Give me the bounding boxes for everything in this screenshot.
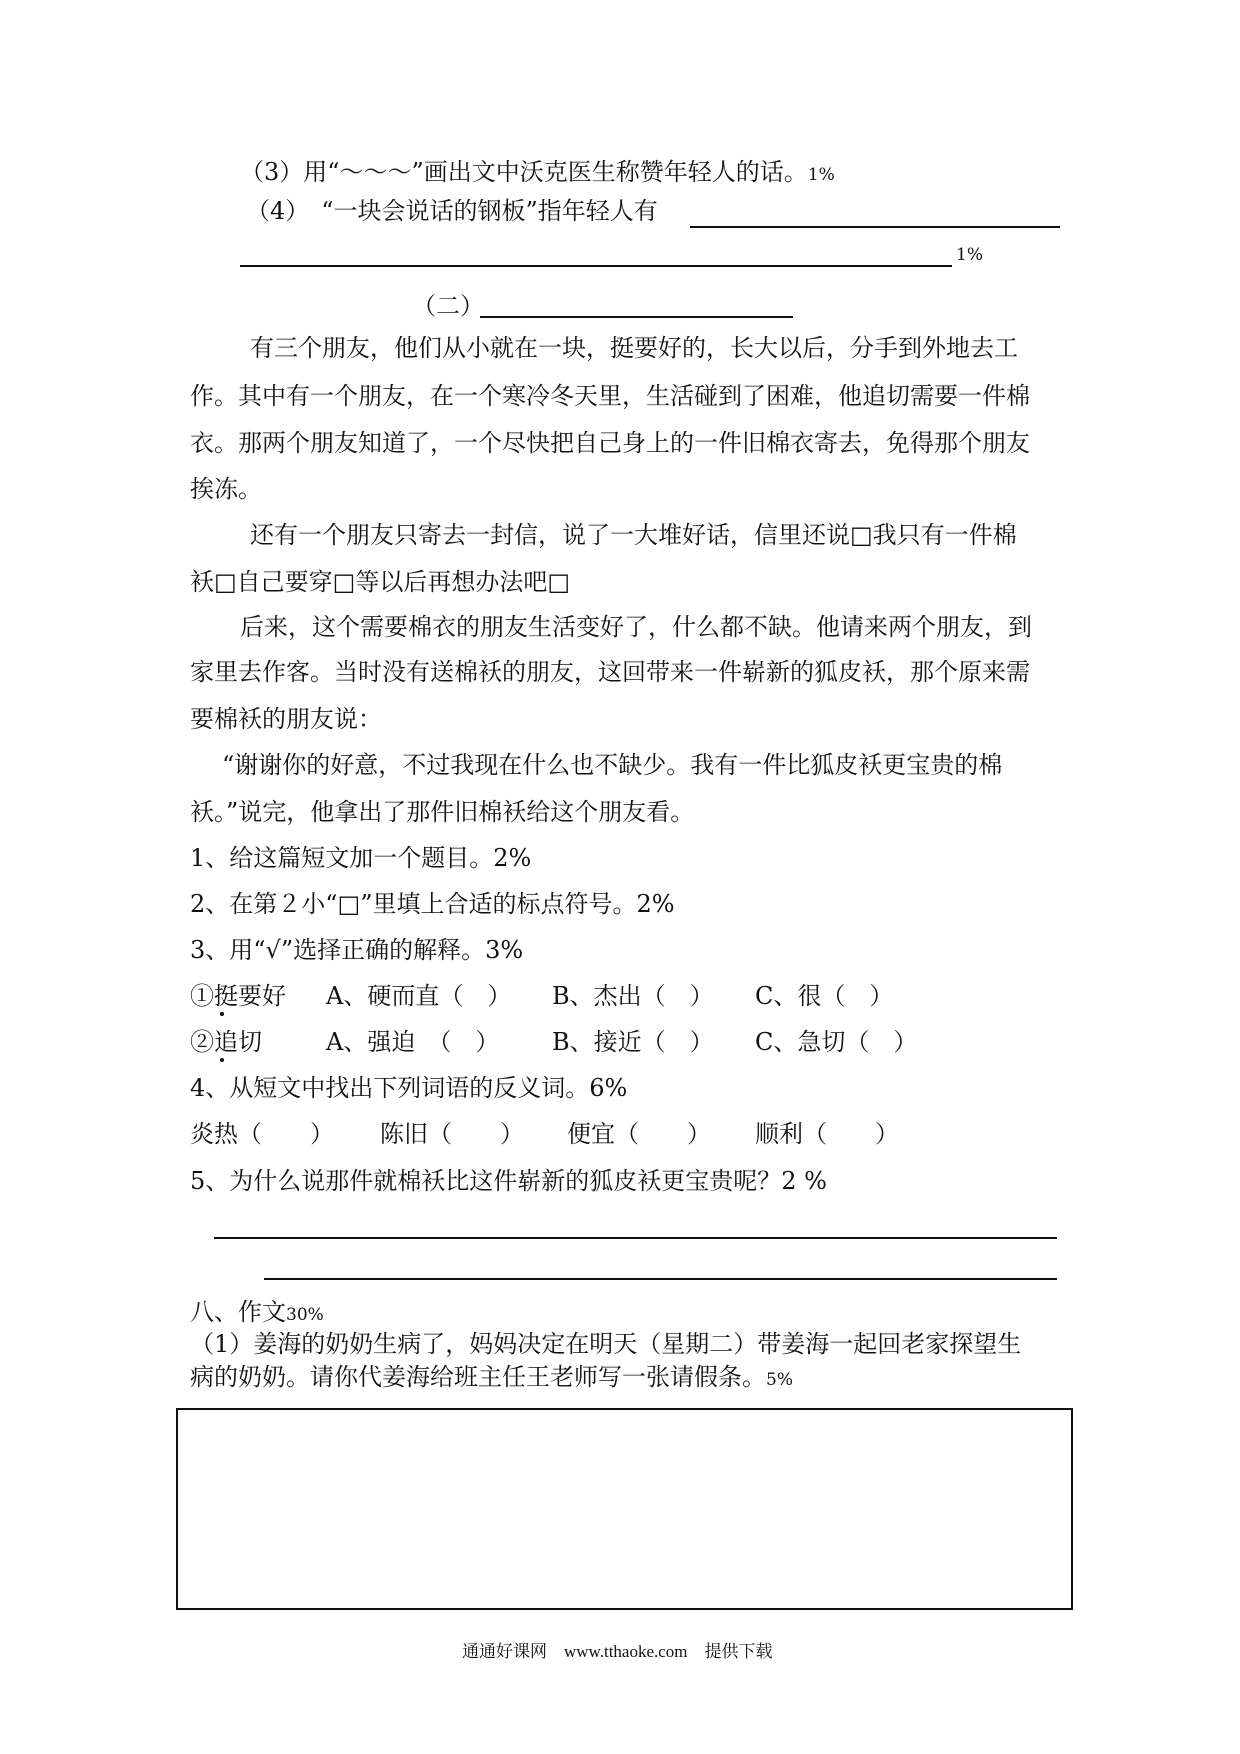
passage-line: 袄□自己要穿□等以后再想办法吧□ xyxy=(190,568,571,596)
answer-line-q4-a[interactable] xyxy=(690,226,1060,228)
section-2-label: （二） xyxy=(412,292,484,320)
question-item: 4、从短文中找出下列词语的反义词。6% xyxy=(190,1074,628,1102)
composition-task-score: 5% xyxy=(766,1370,793,1390)
antonym-blank[interactable]: 顺利（ ） xyxy=(755,1120,899,1148)
antonym-blank[interactable]: 便宜（ ） xyxy=(567,1120,711,1148)
passage-line: 作。其中有一个朋友，在一个寒冷冬天里，生活碰到了困难，他追切需要一件棉 xyxy=(190,382,1030,410)
question-3-text: （3）用“～～～”画出文中沃克医生称赞年轻人的话。 xyxy=(240,158,808,186)
composition-heading-score: 30% xyxy=(286,1305,324,1325)
footer-text: 通通好课网 www.tthaoke.com 提供下载 xyxy=(462,1642,773,1661)
choice-option-b[interactable]: B、杰出（ ） xyxy=(552,982,714,1010)
passage-line: 后来，这个需要棉衣的朋友生活变好了，什么都不缺。他请来两个朋友，到 xyxy=(240,613,1032,641)
passage-line: 要棉袄的朋友说： xyxy=(190,705,382,733)
passage-line: 衣。那两个朋友知道了，一个尽快把自己身上的一件旧棉衣寄去，免得那个朋友 xyxy=(190,429,1030,457)
question-3 xyxy=(240,157,835,190)
writing-box[interactable] xyxy=(176,1408,1073,1610)
composition-heading xyxy=(190,1297,324,1330)
emphasis-dot xyxy=(220,1012,224,1016)
question-4-text: （4） “一块会说话的钢板”指年轻人有 xyxy=(246,197,658,225)
choice-option-c[interactable]: C、很（ ） xyxy=(755,982,894,1010)
composition-task-text: 病的奶奶。请你代姜海给班主任王老师写一张请假条。 xyxy=(190,1363,766,1391)
choice-word: ①挺要好 xyxy=(190,982,286,1010)
question-item: 2、在第２小“□”里填上合适的标点符号。2% xyxy=(190,890,675,918)
choice-option-a[interactable]: A、强迫 （ ） xyxy=(326,1028,500,1056)
answer-line-q5-a[interactable] xyxy=(214,1237,1057,1239)
question-3-score: 1% xyxy=(807,165,835,185)
choice-option-a[interactable]: A、硬而直（ ） xyxy=(326,982,512,1010)
antonym-blank[interactable]: 炎热（ ） xyxy=(190,1120,334,1148)
question-item: 3、用“√”选择正确的解释。3% xyxy=(190,936,524,964)
answer-line-q4-b[interactable] xyxy=(240,265,952,267)
answer-line-q5-b[interactable] xyxy=(264,1278,1057,1280)
passage-line: 有三个朋友，他们从小就在一块，挺要好的，长大以后，分手到外地去工 xyxy=(250,334,1018,362)
passage-line: 还有一个朋友只寄去一封信，说了一大堆好话，信里还说□我只有一件棉 xyxy=(250,521,1017,549)
question-4 xyxy=(246,196,658,226)
question-4-score: 1% xyxy=(956,245,983,265)
passage-line: “谢谢你的好意，不过我现在什么也不缺少。我有一件比狐皮袄更宝贵的棉 xyxy=(222,751,1003,779)
composition-task-line xyxy=(190,1362,793,1395)
passage-line: 家里去作客。当时没有送棉袄的朋友，这回带来一件崭新的狐皮袄，那个原来需 xyxy=(190,658,1030,686)
composition-heading-text: 八、作文 xyxy=(190,1298,286,1326)
passage-line: 袄。”说完，他拿出了那件旧棉袄给这个朋友看。 xyxy=(190,798,695,826)
choice-option-b[interactable]: B、接近（ ） xyxy=(552,1028,714,1056)
antonym-blank[interactable]: 陈旧（ ） xyxy=(380,1120,524,1148)
question-item: 5、为什么说那件就棉袄比这件崭新的狐皮袄更宝贵呢？2 % xyxy=(190,1167,827,1195)
title-answer-line[interactable] xyxy=(480,316,793,318)
emphasis-dot xyxy=(220,1058,224,1062)
passage-line: 挨冻。 xyxy=(190,475,262,503)
question-item: 1、给这篇短文加一个题目。2% xyxy=(190,844,532,872)
choice-word: ②追切 xyxy=(190,1028,262,1056)
choice-option-c[interactable]: C、急切（ ） xyxy=(755,1028,918,1056)
composition-task-line: （1）姜海的奶奶生病了，妈妈决定在明天（星期二）带姜海一起回老家探望生 xyxy=(190,1330,1022,1358)
